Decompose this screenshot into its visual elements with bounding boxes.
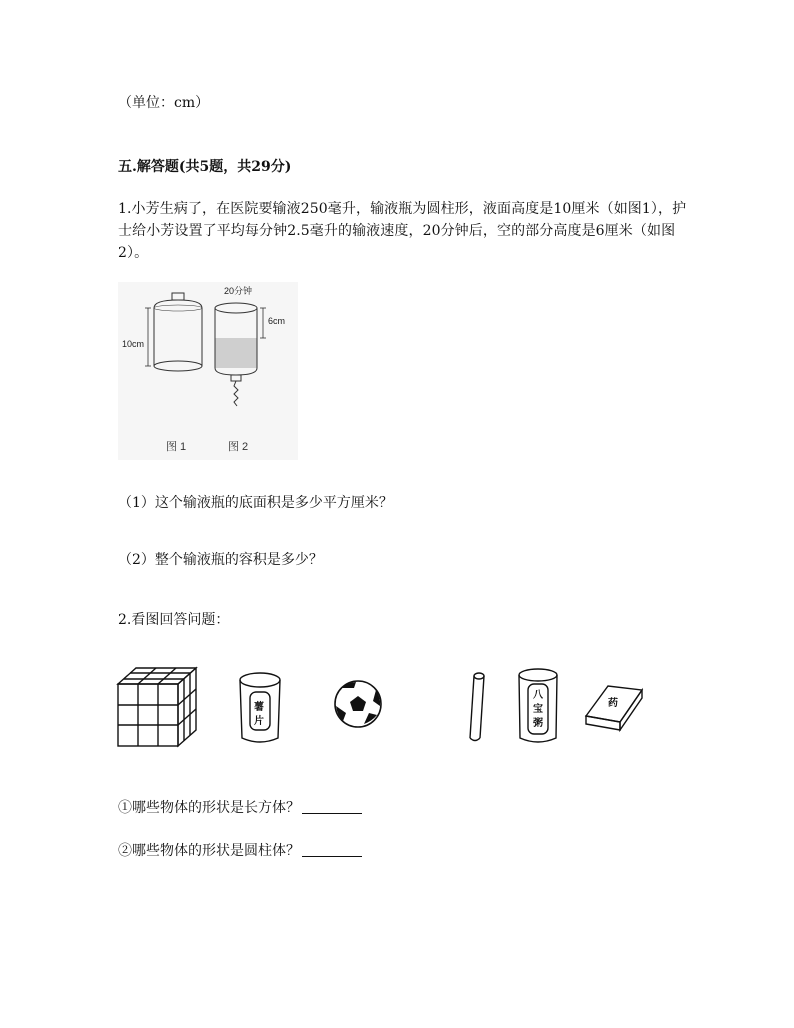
question-1-sub-2: （2）整个输液瓶的容积是多少？	[118, 552, 323, 568]
medicine-box-label: 药	[608, 698, 618, 709]
label-10cm: 10cm	[122, 339, 145, 349]
question-1-sub-1: （1）这个输液瓶的底面积是多少平方厘米？	[118, 495, 393, 511]
unit-note: （单位：cm）	[118, 95, 210, 111]
section-title: 五.解答题(共5题，共29分)	[118, 159, 292, 175]
porridge-label-2: 宝	[533, 704, 543, 715]
soccer-ball-drawing	[335, 681, 381, 727]
answer-blank-2[interactable]	[302, 842, 362, 857]
chips-label-bottom: 片	[254, 716, 264, 727]
question-2-sub-1-text: ①哪些物体的形状是长方体？	[118, 800, 300, 816]
rubiks-cube-drawing	[118, 668, 196, 746]
chips-label-top: 薯	[254, 702, 264, 713]
question-1-text: 1.小芳生病了，在医院要输液250毫升，输液瓶为圆柱形，液面高度是10厘米（如图1），护士给小芳设置了平均每分钟2.5毫升的输液速度，20分钟后，空的部分高度是6厘米（如图2）。	[118, 201, 687, 261]
question-2-text: 2.看图回答问题：	[118, 612, 230, 628]
iv-bottle-figure	[118, 282, 298, 460]
answer-blank-1[interactable]	[302, 799, 362, 814]
objects-figure	[110, 660, 650, 756]
label-6cm: 6cm	[268, 316, 286, 326]
porridge-label-1: 八	[533, 690, 543, 701]
porridge-label-3: 粥	[533, 718, 543, 729]
question-2-sub-2-text: ②哪些物体的形状是圆柱体？	[118, 843, 300, 859]
stick-drawing	[470, 673, 484, 741]
caption-figure-1: 图 1	[166, 441, 187, 453]
question-2-sub-2	[118, 840, 362, 862]
caption-figure-2: 图 2	[228, 441, 249, 453]
question-2-sub-1	[118, 797, 362, 819]
label-20min: 20分钟	[224, 286, 253, 296]
